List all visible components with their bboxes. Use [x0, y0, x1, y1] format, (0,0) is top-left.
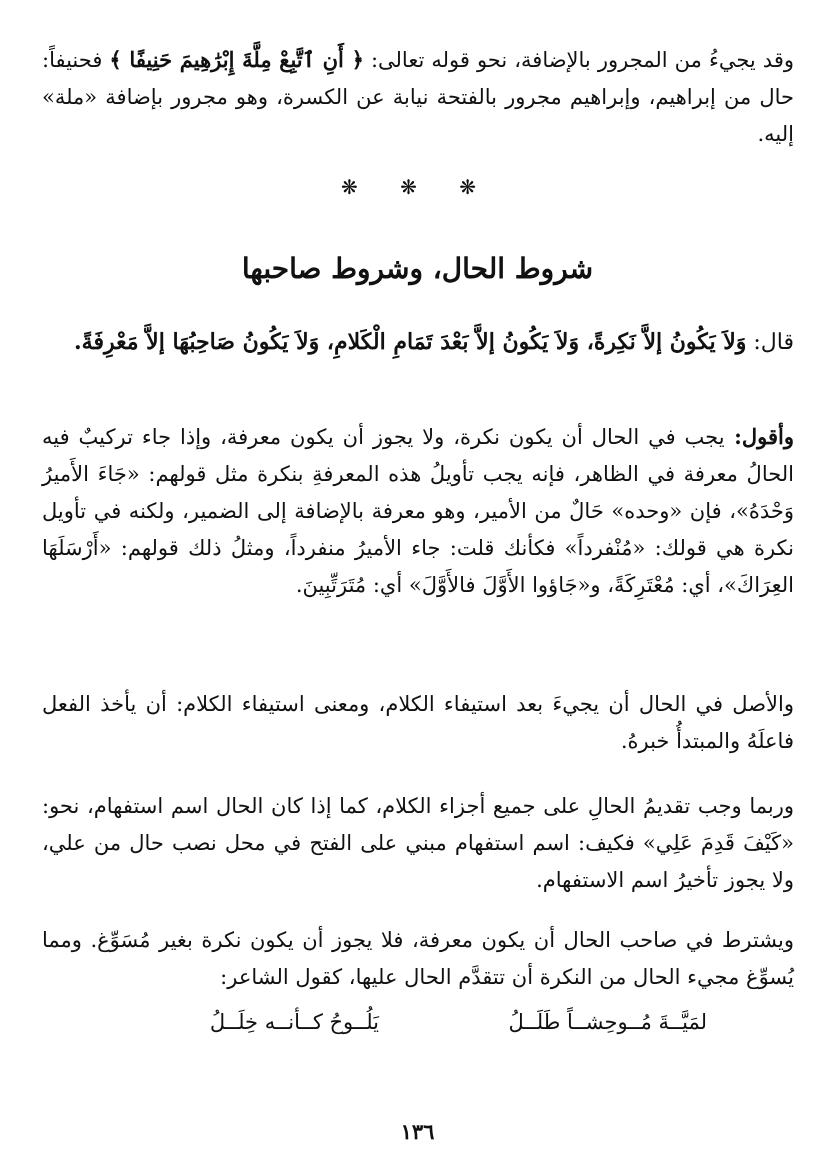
intro-text-2: فحنيفاً: حال من إبراهيم، وإبراهيم مجرور بالفتحة نيابة عن الكسرة، وهو مجرور بإضافة «ملة» إليه. [42, 48, 794, 146]
quran-ayah: ﴿ أَنِ ٱتَّبِعْ مِلَّةَ إِبْرَٰهِيمَ حَنِيفًا ﴾ [109, 47, 364, 72]
section-heading: شروط الحال، وشروط صاحبها [241, 252, 594, 285]
intro-text-1: وقد يجيءُ من المجرور بالإضافة، نحو قوله تعالى: [363, 48, 795, 72]
matn-lead: قال: [746, 330, 794, 355]
verse-second-hemistich: يَلُــوحُ كــأنــه خِلَــلُ [209, 1010, 379, 1034]
commentary-paragraph [42, 418, 794, 604]
commentary-text: يجب في الحال أن يكون نكرة، ولا يجوز أن يكون معرفة، وإذا جاء تركيبٌ فيه الحالُ معرفة في الظاهر، فإنه يجب تأويلُ هذه المعرفةِ بنكرة مثل قولهم: «جَاءَ الأَميرُ وَحْدَهُ»، فإن «وحده» حَالٌ من الأمير، وهو معرفة بالإضافة إلى الضمير، ولكنه في تأويل نكرة هي قولك: «مُنْفرداً» فكأنك قلت: جاء الأميرُ منفرداً، ومثلُ ذلك قولهم: «أَرْسَلَهَا العِرَاكَ»، أي: مُعْتَرِكَةً، و«جَاؤوا الأَوَّلَ فالأَوَّلَ» أي: مُتَرَتِّبِينَ. [42, 425, 794, 597]
asl-paragraph: والأصل في الحال أن يجيءَ بعد استيفاء الكلام، ومعنى استيفاء الكلام: أن يأخذ الفعل فاعلَهُ والمبتدأُ خبرهُ. [42, 692, 794, 753]
matn-paragraph [42, 322, 794, 363]
taqdim-paragraph: وربما وجب تقديمُ الحالِ على جميع أجزاء الكلام، كما إذا كان الحال اسم استفهام، نحو: «كَيْفَ قَدِمَ عَلِي» فكيف: اسم استفهام مبني على الفتح في محل نصب حال من علي، ولا يجوز تأخيرُ اسم الاستفهام. [42, 794, 794, 892]
page-number: ١٣٦ [400, 1119, 435, 1144]
matn-text: وَلاَ يَكُونُ إلاَّ نَكِرةً، وَلاَ يَكُونُ إلاَّ بَعْدَ تَمَامِ الْكَلامِ، وَلاَ يَكُونُ صَاحِبُهَا إلاَّ مَعْرِفَةً. [74, 329, 747, 355]
sahib-condition-paragraph: ويشترط في صاحب الحال أن يكون معرفة، فلا يجوز أن يكون نكرة بغير مُسَوِّغ. ومما يُسوِّغ مجيء الحال من النكرة أن تتقدَّم الحال عليها، كقول الشاعر: [42, 928, 794, 989]
section-separator: ❋ ❋ ❋ [341, 175, 494, 199]
verse-first-hemistich: لمَيَّــةَ مُــوحِشــاً طَلَــلُ [508, 1010, 707, 1034]
intro-paragraph [42, 41, 794, 153]
commentary-lead: وأقول: [724, 424, 795, 449]
